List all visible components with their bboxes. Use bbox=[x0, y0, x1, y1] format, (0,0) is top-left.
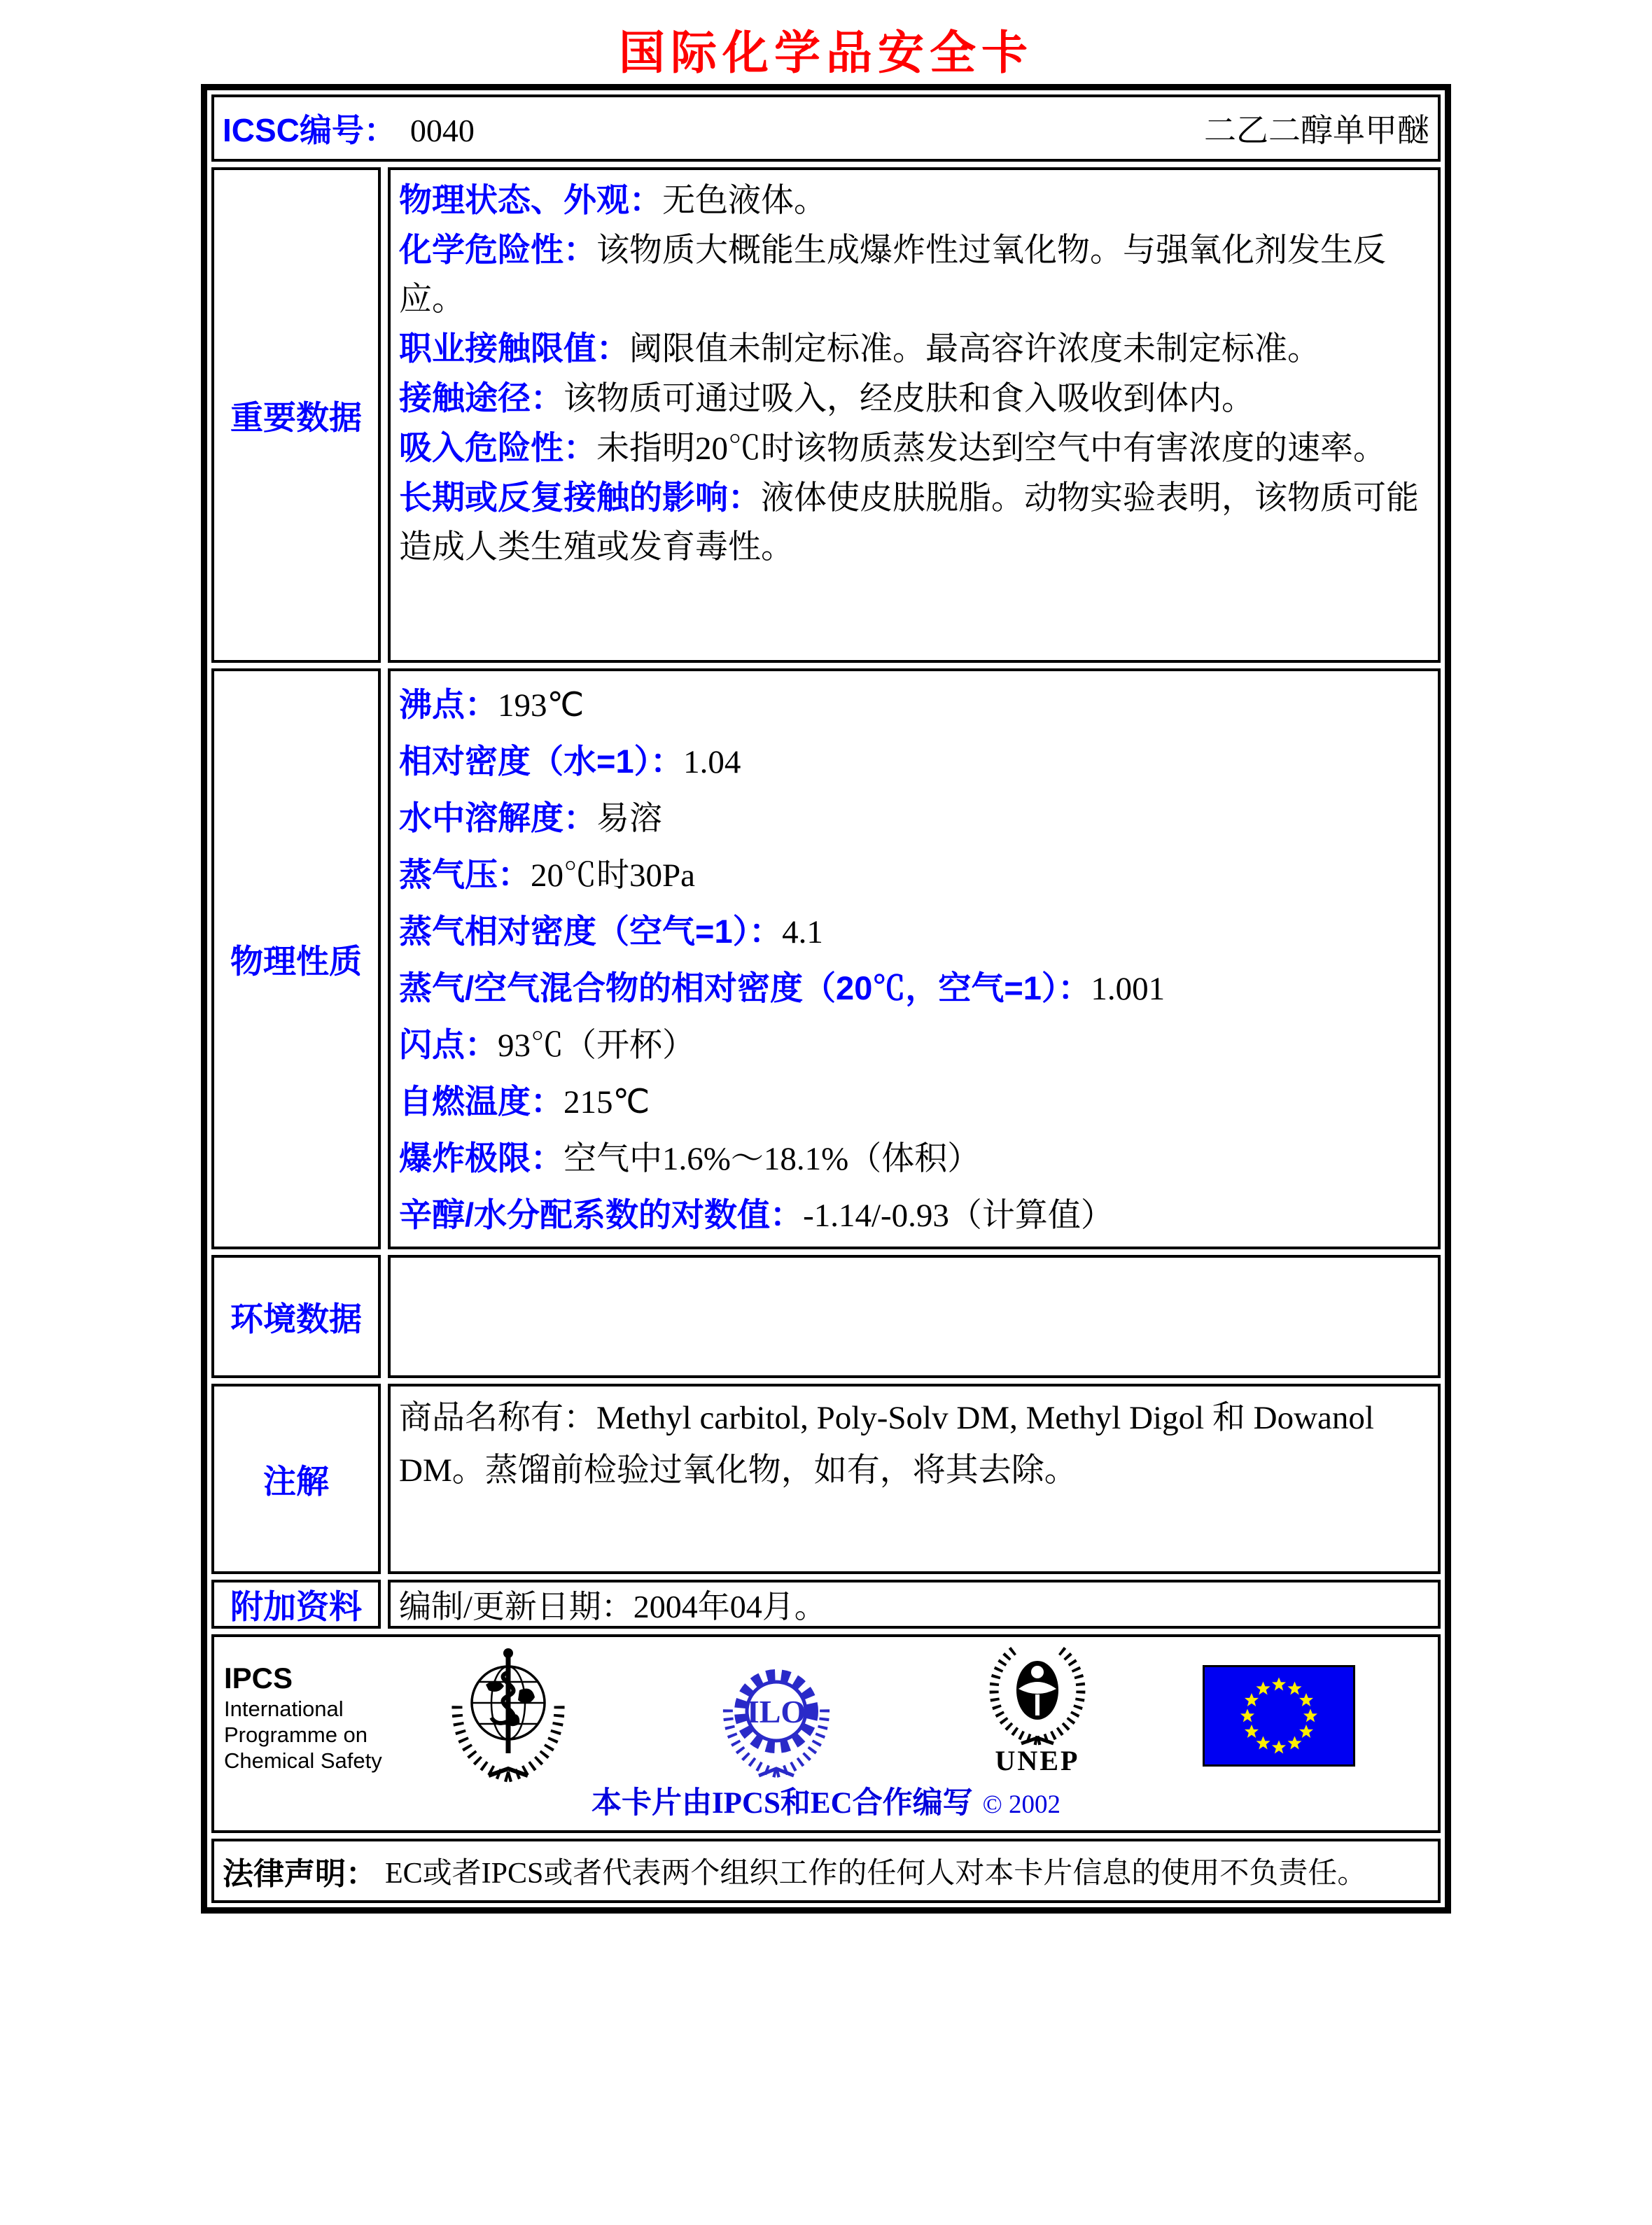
section-content-physical-properties bbox=[388, 668, 1441, 1249]
property-label: 接触途径： bbox=[399, 379, 564, 416]
logos-strip bbox=[211, 1634, 1441, 1833]
property-label: 相对密度（水=1）： bbox=[399, 743, 684, 780]
legal-notice-label: 法律声明： bbox=[223, 1857, 377, 1891]
row-environmental-data bbox=[211, 1255, 1441, 1378]
property-row bbox=[399, 734, 1429, 790]
property-row bbox=[399, 1074, 1429, 1130]
chemical-name: 二乙二醇单甲醚 bbox=[1204, 113, 1429, 148]
section-content-additional-information: 编制/更新日期：2004年04月。 bbox=[388, 1580, 1441, 1629]
property-label: 水中溶解度： bbox=[399, 799, 596, 836]
property-row bbox=[399, 847, 1429, 904]
copyright-text: © 2002 bbox=[982, 1790, 1061, 1819]
icsc-number-label: ICSC编号： bbox=[223, 112, 396, 148]
property-value: 1.04 bbox=[683, 744, 741, 780]
who-logo-icon bbox=[445, 1643, 571, 1783]
unep-logo-icon bbox=[978, 1641, 1097, 1746]
property-label: 沸点： bbox=[399, 686, 498, 723]
eu-flag-icon bbox=[1203, 1665, 1355, 1767]
property-value: 该物质可通过吸入，经皮肤和食入吸收到体内。 bbox=[564, 381, 1254, 417]
row-physical-properties bbox=[211, 668, 1441, 1249]
property-row bbox=[399, 176, 1429, 225]
property-label: 化学危险性： bbox=[399, 231, 596, 268]
property-row bbox=[399, 904, 1429, 960]
ipcs-line: Programme on bbox=[224, 1722, 368, 1747]
property-label: 蒸气相对密度（空气=1）： bbox=[399, 913, 783, 950]
property-row bbox=[399, 677, 1429, 734]
property-row bbox=[399, 1187, 1429, 1244]
property-value: 193℃ bbox=[498, 687, 584, 724]
row-notes bbox=[211, 1384, 1441, 1574]
property-label: 吸入危险性： bbox=[399, 429, 596, 466]
card-header bbox=[211, 94, 1441, 162]
section-label-additional-information: 附加资料 bbox=[211, 1580, 381, 1629]
property-row bbox=[399, 423, 1429, 473]
property-row bbox=[399, 374, 1429, 423]
property-label: 长期或反复接触的影响： bbox=[399, 479, 761, 516]
notes-text: 商品名称有：Methyl carbitol, Poly-Solv DM, Methyl Digol 和 Dowanol DM。蒸馏前检验过氧化物，如有，将其去除。 bbox=[399, 1400, 1374, 1489]
property-value: 易溶 bbox=[596, 801, 662, 837]
property-label: 蒸气/空气混合物的相对密度（20℃，空气=1）： bbox=[399, 969, 1091, 1006]
ipcs-text-block bbox=[224, 1661, 382, 1774]
property-value: 215℃ bbox=[564, 1084, 650, 1121]
row-important-data bbox=[211, 167, 1441, 663]
legal-notice bbox=[211, 1839, 1441, 1903]
property-label: 物理状态、外观： bbox=[399, 181, 662, 218]
property-value: 1.001 bbox=[1091, 971, 1166, 1007]
property-label: 职业接触限值： bbox=[399, 330, 629, 367]
property-row bbox=[399, 1130, 1429, 1187]
property-value: 4.1 bbox=[782, 914, 823, 950]
icsc-card bbox=[201, 84, 1451, 1914]
row-additional-information bbox=[211, 1580, 1441, 1629]
property-row bbox=[399, 324, 1429, 374]
property-value: 未指明20℃时该物质蒸发达到空气中有害浓度的速率。 bbox=[596, 430, 1386, 467]
legal-notice-text: EC或者IPCS或者代表两个组织工作的任何人对本卡片信息的使用不负责任。 bbox=[385, 1858, 1367, 1890]
icsc-number-value: 0040 bbox=[410, 113, 475, 148]
section-label-notes: 注解 bbox=[211, 1384, 381, 1574]
ilo-logo-text: ILO bbox=[746, 1694, 806, 1729]
section-label-important-data: 重要数据 bbox=[211, 167, 381, 663]
property-row bbox=[399, 790, 1429, 847]
ipcs-line: Chemical Safety bbox=[224, 1748, 382, 1773]
ipcs-line: International bbox=[224, 1697, 344, 1721]
property-value: 阈限值未制定标准。最高容许浓度未制定标准。 bbox=[629, 331, 1320, 367]
property-label: 爆炸极限： bbox=[399, 1139, 564, 1177]
property-label: 闪点： bbox=[399, 1026, 498, 1063]
property-value: 液体使皮肤脱脂。动物实验表明，该物质可能造成人类生殖或发育毒性。 bbox=[399, 480, 1419, 566]
section-content-notes bbox=[388, 1384, 1441, 1574]
section-content-important-data bbox=[388, 167, 1441, 663]
property-value: 无色液体。 bbox=[662, 183, 827, 219]
property-value: 空气中1.6%～18.1%（体积） bbox=[564, 1141, 981, 1177]
property-label: 蒸气压： bbox=[399, 856, 531, 893]
property-value: 该物质大概能生成爆炸性过氧化物。与强氧化剂发生反应。 bbox=[399, 232, 1386, 318]
property-row bbox=[399, 225, 1429, 324]
section-content-environmental-data bbox=[388, 1255, 1441, 1378]
property-label: 自燃温度： bbox=[399, 1083, 564, 1120]
unep-logo-text: UNEP bbox=[995, 1745, 1080, 1776]
property-value: 20℃时30Pa bbox=[531, 857, 695, 894]
page-title: 国际化学品安全卡 bbox=[619, 28, 1033, 79]
ilo-logo-icon bbox=[710, 1652, 843, 1778]
icsc-number-group bbox=[223, 105, 475, 151]
property-row bbox=[399, 1017, 1429, 1074]
cooperation-note bbox=[214, 1779, 1438, 1822]
property-label: 辛醇/水分配系数的对数值： bbox=[399, 1196, 804, 1233]
section-label-environmental-data: 环境数据 bbox=[211, 1255, 381, 1378]
property-value: 93℃（开杯） bbox=[498, 1027, 695, 1064]
property-row bbox=[399, 473, 1429, 572]
cooperation-text: 本卡片由IPCS和EC合作编写 bbox=[591, 1787, 973, 1820]
property-value: -1.14/-0.93（计算值） bbox=[803, 1198, 1114, 1234]
ipcs-title: IPCS bbox=[224, 1662, 293, 1694]
unep-logo-block bbox=[974, 1641, 1100, 1777]
section-label-physical-properties: 物理性质 bbox=[211, 668, 381, 1249]
property-row bbox=[399, 960, 1429, 1017]
